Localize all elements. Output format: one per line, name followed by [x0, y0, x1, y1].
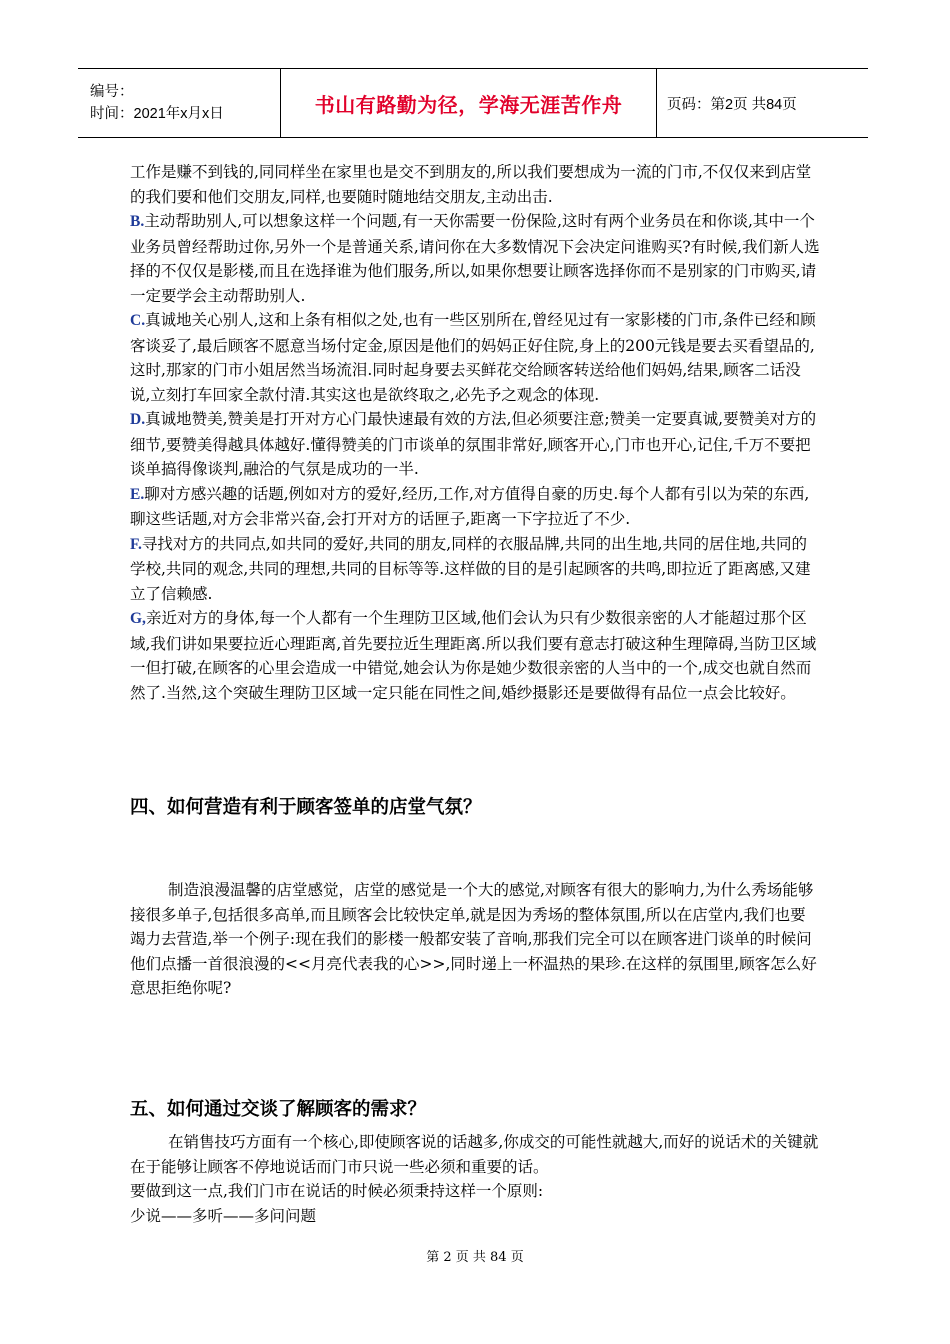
section-5-paragraph: 在销售技巧方面有一个核心,即使顾客说的话越多,你成交的可能性就越大,而好的说话术的关键就在于能够让顾客不停地说话而门市只说一些必须和重要的话。 — [130, 1133, 819, 1176]
header-page — [657, 69, 868, 137]
item-c — [130, 308, 820, 407]
item-text: 亲近对方的身体,每一个人都有一个生理防卫区域,他们会认为只有少数很亲密的人才能超过那个区域,我们讲如果要拉近心理距离,首先要拉近生理距离.所以我们要有意志打破这种生理障碍,当防卫区域一但打破,在顾客的心里会造成一中错觉,她会认为你是她少数很亲密的人当中的一个,成交也就自然而然了.当然,这个突破生理防卫区域一定只能在同性之间,婚纱摄影还是要做得有品位一点会比较好。 — [130, 609, 817, 702]
paragraph-a-tail: 工作是赚不到钱的,同同样坐在家里也是交不到朋友的,所以我们要想成为一流的门市,不仅仅来到店堂的我们要和他们交朋友,同样,也要随时随地结交朋友,主动出击. — [130, 163, 812, 206]
section-5-heading: 五、如何通过交谈了解顾客的需求？ — [130, 1099, 427, 1120]
time-label: 时间：2021年x月x日 — [90, 106, 224, 122]
item-label: D. — [130, 411, 146, 428]
item-text: 真诚地关心别人,这和上条有相似之处,也有一些区别所在,曾经见过有一家影楼的门市,条件已经和顾客谈妥了,最后顾客不愿意当场付定金,原因是他们的妈妈正好住院,身上的200元钱是要去买看望品的,这时,那家的门市小姐居然当场流泪.同时起身要去买鲜花交给顾客转送给他们妈妈,结果,顾客二话没说,立刻打车回家全款付清.其实这也是欲终取之,必先予之观念的体现. — [130, 311, 816, 404]
item-d — [130, 407, 820, 482]
section-5-body — [130, 1130, 820, 1228]
page-label: 页码：第2页 共84页 — [667, 96, 797, 113]
motto-text: 书山有路勤为径，学海无涯苦作舟 — [314, 92, 623, 117]
item-text: 主动帮助别人,可以想象这样一个问题,有一天你需要一份保险,这时有两个业务员在和你谈,其中一个业务员曾经帮助过你,另外一个是普通关系,请问你在大多数情况下会决定问谁购买?有时候,我们新人选择的不仅仅是影楼,而且在选择谁为他们服务,所以,如果你想要让顾客选择你而不是别家的门市购买,请一定要学会主动帮助别人. — [130, 212, 820, 305]
item-label: C. — [130, 312, 146, 329]
item-text: 真诚地赞美,赞美是打开对方心门最快速最有效的方法,但必须要注意;赞美一定要真诚,要赞美对方的细节,要赞美得越具体越好.懂得赞美的门市谈单的氛围非常好,顾客开心,门市也开心,记住,千万不要把谈单搞得像谈判,融洽的气氛是成功的一半. — [130, 410, 817, 478]
item-g — [130, 606, 820, 705]
section-4-heading: 四、如何营造有利于顾客签单的店堂气氛？ — [130, 797, 482, 818]
item-label: F. — [130, 535, 142, 553]
page-footer: 第 2 页 共 84 页 — [426, 1250, 524, 1265]
section-5-line-2: 要做到这一点,我们门市在说话的时候必须秉持这样一个原则: — [130, 1182, 544, 1200]
section-5-line-3: 少说——多听——多问问题 — [130, 1206, 317, 1225]
item-label: E. — [130, 485, 145, 503]
section-4-body — [130, 878, 820, 1001]
item-b — [130, 209, 820, 308]
page-header — [78, 68, 868, 138]
header-meta — [78, 69, 281, 137]
item-label: G, — [130, 610, 146, 627]
item-e — [130, 482, 820, 532]
header-motto — [281, 69, 657, 137]
number-label: 编号： — [90, 84, 134, 100]
body-text — [130, 160, 820, 705]
item-f — [130, 532, 820, 607]
item-label: B. — [130, 213, 145, 230]
item-text: 寻找对方的共同点,如共同的爱好,共同的朋友,同样的衣服品牌,共同的出生地,共同的居住地,共同的学校,共同的观念,共同的理想,共同的目标等等.这样做的目的是引起顾客的共鸣,即拉近了距离感,又建立了信赖感. — [130, 534, 811, 603]
item-text: 聊对方感兴趣的话题,例如对方的爱好,经历,工作,对方值得自豪的历史.每个人都有引以为荣的东西,聊这些话题,对方会非常兴奋,会打开对方的话匣子,距离一下字拉近了不少. — [130, 484, 810, 528]
section-4-paragraph: 制造浪漫温馨的店堂感觉，店堂的感觉是一个大的感觉,对顾客有很大的影响力,为什么秀场能够接很多单子,包括很多高单,而且顾客会比较快定单,就是因为秀场的整体氛围,所以在店堂内,我们也要竭力去营造,举一个例子:现在我们的影楼一般都安装了音响,那我们完全可以在顾客进门谈单的时候问他们点播一首很浪漫的<<月亮代表我的心>>,同时递上一杯温热的果珍.在这样的氛围里,顾客怎么好意思拒绝你呢? — [130, 881, 817, 997]
